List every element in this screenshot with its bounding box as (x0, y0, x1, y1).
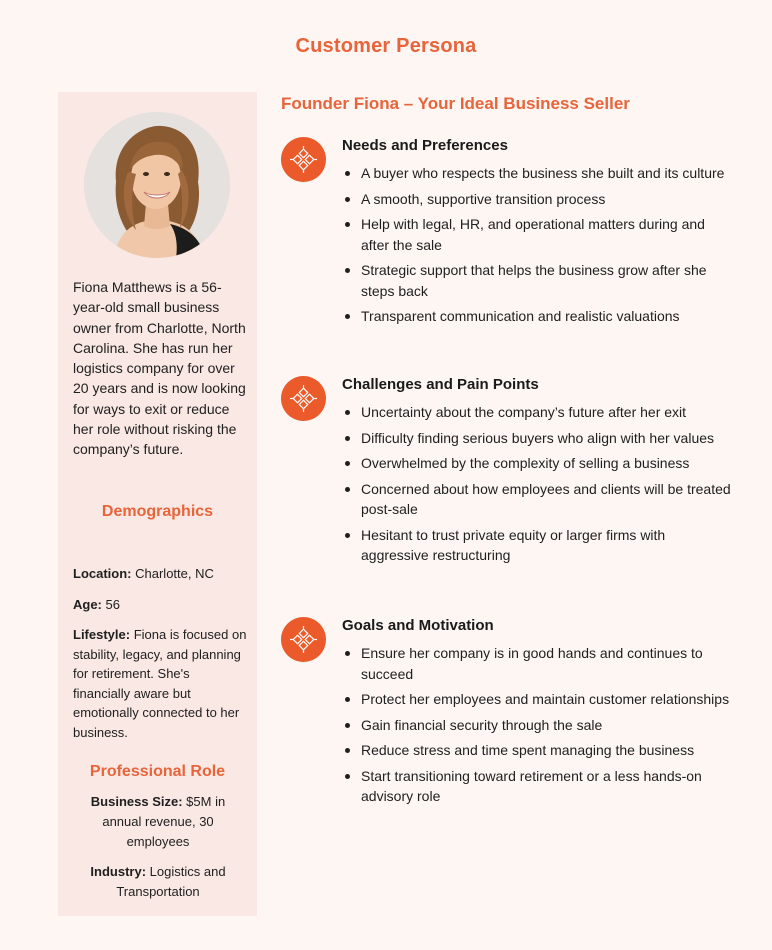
industry-value: Logistics and Transportation (116, 864, 226, 899)
industry-label: Industry: (90, 864, 147, 879)
list-item: Gain financial security through the sale (342, 715, 732, 736)
list-item: Protect her employees and maintain customer relationships (342, 689, 732, 710)
diamond-network-icon (281, 137, 326, 182)
location-row (73, 564, 248, 584)
section-title: Challenges and Pain Points (342, 376, 539, 393)
section-title: Needs and Preferences (342, 137, 508, 154)
location-label: Location: (73, 566, 132, 581)
persona-sidebar (58, 92, 257, 916)
lifestyle-label: Lifestyle: (73, 627, 131, 642)
list-item: Concerned about how employees and clients will be treated post-sale (342, 479, 732, 520)
list-item: Overwhelmed by the complexity of selling a business (342, 453, 732, 474)
list-item: Help with legal, HR, and operational matters during and after the sale (342, 214, 732, 255)
bullet-list (342, 402, 732, 571)
list-item: Transparent communication and realistic valuations (342, 306, 732, 327)
age-row (73, 595, 248, 615)
lifestyle-row (73, 625, 248, 743)
age-value: 56 (105, 597, 120, 612)
persona-bio: Fiona Matthews is a 56-year-old small business owner from Charlotte, North Carolina. She has run her logistics company for over 20 years and is now looking for ways to exit or reduce her role without risking the company’s future. (73, 279, 246, 458)
bullet-list (342, 643, 732, 812)
list-item: Difficulty finding serious buyers who align with her values (342, 428, 732, 449)
list-item: A buyer who respects the business she built and its culture (342, 163, 732, 184)
age-label: Age: (73, 597, 102, 612)
diamond-network-icon (281, 617, 326, 662)
professional-role-heading: Professional Role (89, 763, 226, 780)
list-item: Uncertainty about the company’s future after her exit (342, 402, 732, 423)
page-title: Customer Persona (295, 35, 477, 57)
diamond-network-icon (281, 376, 326, 421)
lifestyle-value: Fiona is focused on stability, legacy, and planning for retirement. She's financially aware but emotionally connected to her business. (73, 627, 247, 740)
business-size-label: Business Size: (90, 794, 183, 809)
business-size-row (73, 792, 243, 852)
list-item: Strategic support that helps the business grow after she steps back (342, 260, 732, 301)
avatar-portrait (84, 112, 230, 258)
persona-main-heading: Founder Fiona – Your Ideal Business Seller (281, 94, 630, 113)
section-title: Goals and Motivation (342, 617, 494, 634)
demographics-heading: Demographics (101, 503, 214, 520)
list-item: A smooth, supportive transition process (342, 189, 732, 210)
list-item: Ensure her company is in good hands and continues to succeed (342, 643, 732, 684)
location-value: Charlotte, NC (135, 566, 214, 581)
list-item: Hesitant to trust private equity or larger firms with aggressive restructuring (342, 525, 732, 566)
list-item: Reduce stress and time spent managing the business (342, 740, 732, 761)
avatar (84, 112, 230, 258)
business-size-value: $5M in annual revenue, 30 employees (102, 794, 226, 849)
industry-row (73, 862, 243, 902)
list-item: Start transitioning toward retirement or a less hands-on advisory role (342, 766, 732, 807)
bullet-list (342, 163, 732, 332)
